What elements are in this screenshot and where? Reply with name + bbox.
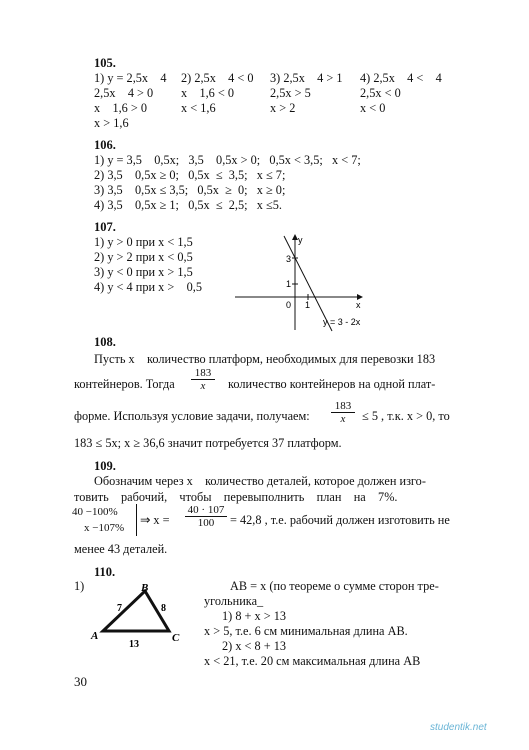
p105-r1c1: 1) y = 2,5x 4 xyxy=(94,71,167,85)
p109-fraction xyxy=(185,504,227,529)
p107-line-2: 2) y > 2 при x < 0,5 xyxy=(94,250,193,264)
proportion-line-1: 40 −100% xyxy=(72,506,118,518)
implies-x-equals: ⇒ x = xyxy=(140,513,170,527)
fraction-denominator: x xyxy=(191,379,215,392)
p109-line-2: товить рабочий, чтобы перевыполнить план на 7%. xyxy=(74,490,398,504)
p109-line-4: менее 43 деталей. xyxy=(74,542,168,556)
p107-line-1: 1) y > 0 при x < 1,5 xyxy=(94,235,193,249)
triangle-figure xyxy=(88,583,188,655)
p105-r4: x > 1,6 xyxy=(94,116,129,130)
p110-line-5: 2) x < 8 + 13 xyxy=(222,639,287,653)
p106-line-2: 2) 3,5 0,5x ≥ 0; 0,5x ≤ 3,5; x ≤ 7; xyxy=(94,168,286,182)
p110-item-1: 1) xyxy=(74,579,85,593)
y-axis-label: y xyxy=(298,235,303,245)
p105-r2c4: 2,5x < 0 xyxy=(360,86,401,100)
p108-line-3a: форме. Используя условие задачи, получаем: xyxy=(74,409,310,423)
p105-r3c1: x 1,6 > 0 xyxy=(94,101,148,115)
proportion-block xyxy=(72,504,137,536)
p108-line-3b: ≤ 5 , т.к. x > 0, то xyxy=(362,409,450,423)
side-ab-label: 7 xyxy=(117,603,122,614)
tick-label-3: 3 xyxy=(286,254,292,264)
p110-line-6: x < 21, т.е. 20 см максимальная длина AB xyxy=(204,654,421,668)
p105-r2c3: 2,5x > 5 xyxy=(270,86,311,100)
p108-line-4: 183 ≤ 5x; x ≥ 36,6 значит потребуется 37 платформ. xyxy=(74,436,342,450)
p109-result: = 42,8 , т.е. рабочий должен изготовить не xyxy=(230,513,450,527)
p110-line-1: AB = x (по теореме о сумме сторон тре- xyxy=(230,579,439,593)
linear-function-graph xyxy=(235,232,365,332)
function-label: y = 3 - 2x xyxy=(323,317,361,327)
p106-line-1: 1) y = 3,5 0,5x; 3,5 0,5x > 0; 0,5x < 3,5; x < 7; xyxy=(94,153,361,167)
p110-line-3: 1) 8 + x > 13 xyxy=(222,609,287,623)
p105-r1c3: 3) 2,5x 4 > 1 xyxy=(270,71,343,85)
p108-line-1: Пусть x количество платформ, необходимых для перевозки 183 xyxy=(94,352,436,366)
tick-label-x1: 1 xyxy=(305,300,311,310)
p110-line-2: угольника_ xyxy=(204,594,264,608)
p105-r3c2: x < 1,6 xyxy=(181,101,216,115)
vertex-b-label: B xyxy=(141,583,149,594)
p105-r1c4: 4) 2,5x 4 < 4 xyxy=(360,71,442,85)
p108-fraction-1 xyxy=(191,367,215,392)
side-bc-label: 8 xyxy=(161,603,166,614)
problem-106-title: 106. xyxy=(94,138,116,152)
p106-line-3: 3) 3,5 0,5x ≤ 3,5; 0,5x ≥ 0; x ≥ 0; xyxy=(94,183,286,197)
fraction-numerator: 183 xyxy=(194,367,212,379)
fraction-denominator: x xyxy=(331,412,355,425)
problem-105-title: 105. xyxy=(94,56,116,70)
problem-107-title: 107. xyxy=(94,220,116,234)
side-ac-label: 13 xyxy=(129,639,139,650)
p110-line-4: x > 5, т.е. 6 см минимальная длина AB. xyxy=(204,624,408,638)
fraction-numerator: 183 xyxy=(334,400,352,412)
x-axis-label: x xyxy=(356,300,361,310)
p108-line-2a: контейнеров. Тогда xyxy=(74,377,175,391)
fraction-numerator: 40 · 107 xyxy=(187,504,225,516)
page-number: 30 xyxy=(74,674,87,689)
p106-line-4: 4) 3,5 0,5x ≥ 1; 0,5x ≤ 2,5; x ≤5. xyxy=(94,198,282,212)
tick-label-1: 1 xyxy=(286,279,292,289)
p105-r3c3: x > 2 xyxy=(270,101,296,115)
p105-r3c4: x < 0 xyxy=(360,101,386,115)
triangle-abc xyxy=(103,591,169,631)
origin-label: 0 xyxy=(286,300,292,310)
fraction-denominator: 100 xyxy=(185,516,227,529)
p109-line-1: Обозначим через x количество деталей, которое должен изго- xyxy=(94,474,426,488)
p105-r2c1: 2,5x 4 > 0 xyxy=(94,86,154,100)
problem-108-title: 108. xyxy=(94,335,116,349)
p105-r1c2: 2) 2,5x 4 < 0 xyxy=(181,71,254,85)
vertex-a-label: A xyxy=(91,630,99,642)
problem-109-title: 109. xyxy=(94,459,116,473)
p105-r2c2: x 1,6 < 0 xyxy=(181,86,235,100)
vertex-c-label: C xyxy=(172,632,180,644)
problem-110-title: 110. xyxy=(94,565,116,579)
watermark: studentik.net xyxy=(430,722,487,733)
p107-line-3: 3) y < 0 при x > 1,5 xyxy=(94,265,193,279)
p108-fraction-2 xyxy=(331,400,355,425)
p108-line-2b: количество контейнеров на одной плат- xyxy=(228,377,436,391)
p107-line-4: 4) y < 4 при x > 0,5 xyxy=(94,280,202,294)
proportion-line-2: x −107% xyxy=(84,522,125,534)
